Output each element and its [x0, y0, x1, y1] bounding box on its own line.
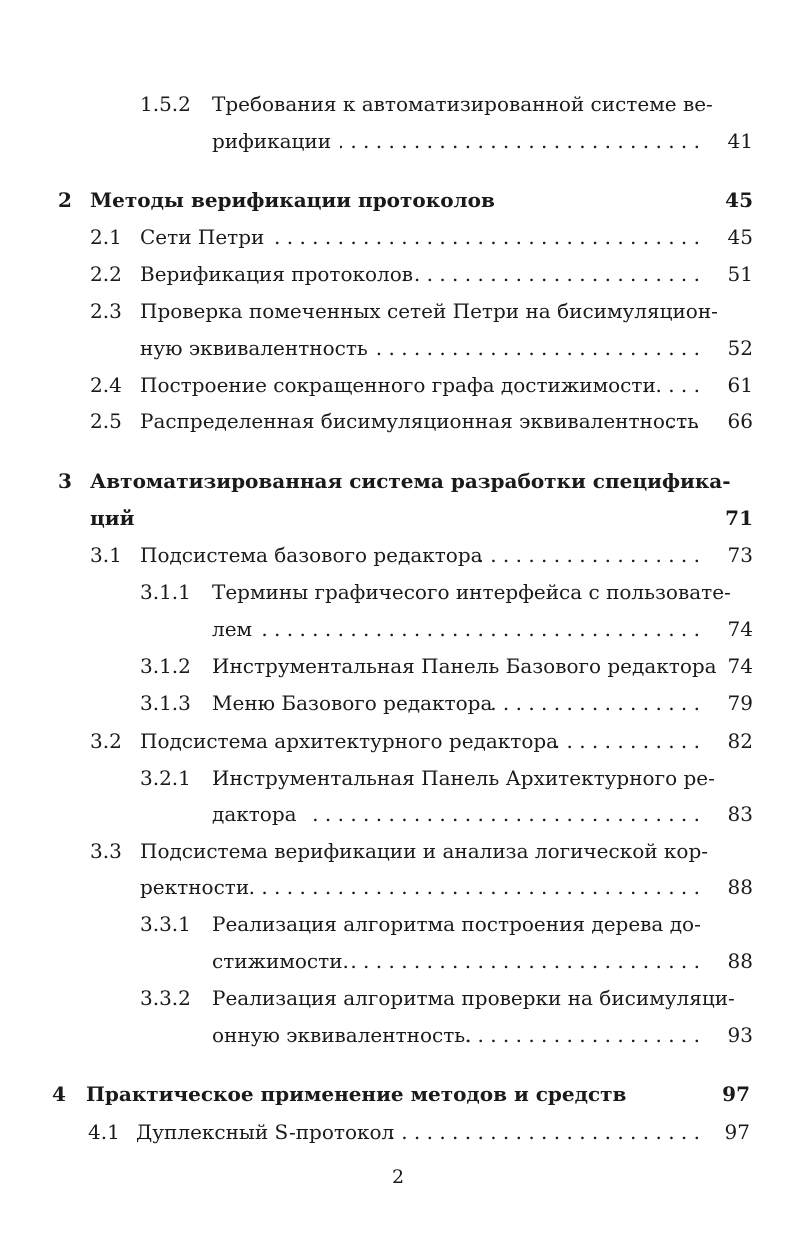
entry-title: Сети Петри: [140, 225, 265, 249]
dot-leader: [348, 947, 700, 975]
entry-number: 3.2.1: [140, 766, 191, 790]
entry-title-line1: Проверка помеченных сетей Петри на бисимуляцион-: [140, 299, 718, 323]
entry-number: 2.4: [90, 373, 122, 397]
entry-page: 73: [727, 543, 753, 567]
dot-leader: [254, 615, 700, 643]
toc-entry-3-1: [0, 541, 796, 569]
entry-number: 2.5: [90, 409, 122, 433]
chapter-title-line1: Автоматизированная система разработки специфика-: [90, 469, 731, 493]
entry-title: Верификация протоколов: [140, 262, 414, 286]
toc-entry-3-1-1: [0, 578, 796, 606]
entry-number: 3.3.1: [140, 912, 191, 936]
toc-entry-2-5: [0, 407, 796, 435]
toc-entry-3-2: [0, 727, 796, 755]
entry-page: 79: [727, 691, 753, 715]
entry-title-line1: Реализация алгоритма проверки на бисимуляци-: [212, 986, 735, 1010]
entry-number: 3.1.2: [140, 654, 191, 678]
toc-entry-3-2-1-cont: [0, 800, 796, 828]
entry-number: 3.3: [90, 839, 122, 863]
entry-number: 3.3.2: [140, 986, 191, 1010]
toc-entry-3-3-2-cont: [0, 1021, 796, 1049]
dot-leader: [268, 223, 700, 251]
dot-leader: [368, 334, 700, 362]
entry-title-line2: онную эквивалентность.: [212, 1023, 472, 1047]
entry-number: 2.2: [90, 262, 122, 286]
entry-title-line1: Инструментальная Панель Архитектурного ре-: [212, 766, 715, 790]
dot-leader: [340, 127, 700, 155]
entry-title-line2: рификации: [212, 129, 332, 153]
toc-entry-2-2: [0, 260, 796, 288]
toc-entry-3-2-1: [0, 764, 796, 792]
dot-leader: [548, 727, 700, 755]
entry-number: 2.1: [90, 225, 122, 249]
entry-title-line1: Подсистема верификации и анализа логической кор-: [140, 839, 709, 863]
chapter-number: 4: [52, 1082, 66, 1106]
dot-leader: [250, 873, 700, 901]
entry-title: Подсистема базового редактора: [140, 543, 483, 567]
entry-title-line2: дактора: [212, 802, 297, 826]
toc-entry-2-3-cont: [0, 334, 796, 362]
dot-leader: [390, 1118, 700, 1146]
entry-number: 3.2: [90, 729, 122, 753]
toc-chapter-2: [0, 186, 796, 214]
dot-leader: [668, 407, 700, 435]
entry-page: 41: [727, 129, 753, 153]
entry-title: Меню Базового редактора: [212, 691, 493, 715]
entry-title-line1: Требования к автоматизированной системе ве-: [212, 92, 713, 116]
entry-page: 61: [727, 373, 753, 397]
dot-leader: [634, 371, 700, 399]
entry-page: 88: [727, 949, 753, 973]
entry-page: 82: [727, 729, 753, 753]
chapter-number: 2: [58, 188, 72, 212]
entry-title: Распределенная бисимуляционная эквивалентность: [140, 409, 699, 433]
toc-chapter-4: [0, 1080, 796, 1108]
entry-number: 1.5.2: [140, 92, 191, 116]
dot-leader: [402, 260, 700, 288]
toc-entry-1-5-2: [0, 90, 796, 118]
entry-page: 66: [727, 409, 753, 433]
entry-number: 2.3: [90, 299, 122, 323]
chapter-title: Практическое применение методов и средств: [86, 1082, 627, 1106]
entry-title-line1: Термины графичесого интерфейса с пользовате-: [212, 580, 731, 604]
entry-title-line1: Реализация алгоритма построения дерева до-: [212, 912, 701, 936]
toc-entry-3-3-2: [0, 984, 796, 1012]
entry-page: 51: [727, 262, 753, 286]
entry-page: 74: [727, 654, 753, 678]
chapter-page: 45: [725, 188, 753, 212]
dot-leader: [476, 541, 700, 569]
entry-number: 3.1: [90, 543, 122, 567]
entry-title-line2: лем: [212, 617, 253, 641]
toc-chapter-3-cont: [0, 504, 796, 532]
entry-page: 97: [724, 1120, 750, 1144]
entry-number: 4.1: [88, 1120, 120, 1144]
toc-entry-3-1-3: [0, 689, 796, 717]
toc-entry-2-1: [0, 223, 796, 251]
chapter-number: 3: [58, 469, 72, 493]
entry-title-line2: ную эквивалентность: [140, 336, 368, 360]
chapter-title-line2: ций: [90, 506, 135, 530]
entry-title-line2: ректности: [140, 875, 250, 899]
entry-page: 93: [727, 1023, 753, 1047]
toc-entry-3-3-1: [0, 910, 796, 938]
entry-title: Подсистема архитектурного редактора: [140, 729, 559, 753]
toc-entry-3-1-2: [0, 652, 796, 680]
entry-page: 45: [727, 225, 753, 249]
chapter-page: 97: [722, 1082, 750, 1106]
entry-page: 83: [727, 802, 753, 826]
entry-title: Дуплексный S-протокол: [136, 1120, 395, 1144]
chapter-page: 71: [725, 506, 753, 530]
entry-title: Инструментальная Панель Базового редактора: [212, 654, 717, 678]
dot-leader: [306, 800, 700, 828]
entry-page: 74: [727, 617, 753, 641]
entry-title-line2: стижимости.: [212, 949, 349, 973]
entry-number: 3.1.3: [140, 691, 191, 715]
toc-entry-4-1: [0, 1118, 796, 1146]
toc-entry-3-3: [0, 837, 796, 865]
toc-entry-1-5-2-cont: [0, 127, 796, 155]
dot-leader: [490, 689, 700, 717]
entry-title: Построение сокращенного графа достижимости: [140, 373, 656, 397]
chapter-title: Методы верификации протоколов: [90, 188, 495, 212]
entry-page: 88: [727, 875, 753, 899]
toc-entry-3-3-1-cont: [0, 947, 796, 975]
toc-chapter-3: [0, 467, 796, 495]
toc-entry-2-3: [0, 297, 796, 325]
dot-leader: [462, 1021, 700, 1049]
entry-page: 52: [727, 336, 753, 360]
toc-entry-2-4: [0, 371, 796, 399]
entry-number: 3.1.1: [140, 580, 191, 604]
page-number: 2: [391, 1166, 405, 1188]
toc-entry-3-3-cont: [0, 873, 796, 901]
toc-entry-3-1-1-cont: [0, 615, 796, 643]
